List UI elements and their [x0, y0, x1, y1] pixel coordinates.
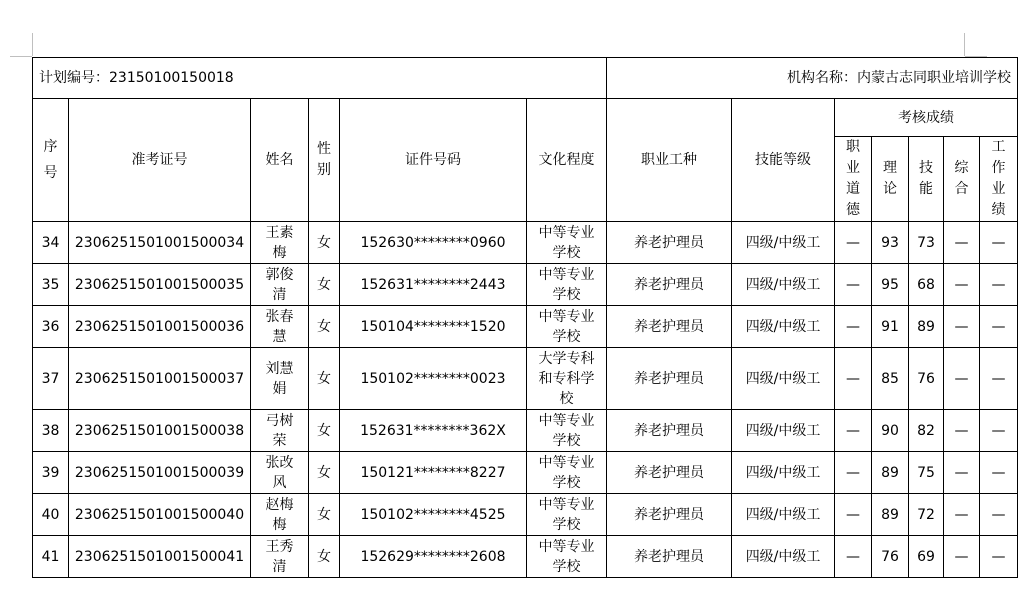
plan-number: 计划编号：23150100150018 — [33, 58, 607, 99]
cell-seq: 38 — [33, 410, 69, 452]
cell-gender: 女 — [309, 452, 340, 494]
cell-occupation: 养老护理员 — [607, 222, 732, 264]
cell-seq: 35 — [33, 264, 69, 306]
cell-work-performance: — — [980, 264, 1018, 306]
cell-comprehensive: — — [944, 348, 980, 410]
cell-skill: 73 — [909, 222, 944, 264]
cell-ethics: — — [835, 222, 872, 264]
cell-gender: 女 — [309, 536, 340, 578]
cell-education — [527, 452, 607, 494]
cell-name-text: 张春慧 — [265, 308, 294, 345]
cell-ticket: 2306251501001500035 — [69, 264, 251, 306]
cell-name — [251, 222, 309, 264]
cell-seq: 36 — [33, 306, 69, 348]
table-row — [33, 452, 1018, 494]
col-header-theory: 理论 — [872, 137, 909, 222]
cell-gender: 女 — [309, 410, 340, 452]
cell-theory: 95 — [872, 264, 909, 306]
col-header-id-number: 证件号码 — [340, 99, 527, 222]
table-row — [33, 264, 1018, 306]
cell-name — [251, 494, 309, 536]
col-header-gender: 性别 — [309, 99, 340, 222]
cell-seq: 40 — [33, 494, 69, 536]
cell-comprehensive: — — [944, 264, 980, 306]
cell-skill-level: 四级/中级工 — [732, 494, 835, 536]
cell-skill-level: 四级/中级工 — [732, 536, 835, 578]
cell-seq: 39 — [33, 452, 69, 494]
cell-name — [251, 306, 309, 348]
column-header-row — [33, 99, 1018, 137]
cell-theory: 76 — [872, 536, 909, 578]
cell-name-text: 王素梅 — [265, 224, 294, 261]
cell-skill: 72 — [909, 494, 944, 536]
cell-comprehensive: — — [944, 536, 980, 578]
cell-comprehensive: — — [944, 222, 980, 264]
cell-education — [527, 222, 607, 264]
col-header-skill: 技能 — [909, 137, 944, 222]
cell-name-text: 弓树荣 — [265, 412, 294, 449]
cell-seq: 37 — [33, 348, 69, 410]
cell-skill-level: 四级/中级工 — [732, 410, 835, 452]
cell-seq: 41 — [33, 536, 69, 578]
institution-name: 机构名称：内蒙古志同职业培训学校 — [607, 58, 1018, 99]
cell-education-text: 中等专业学校 — [538, 266, 595, 303]
cell-education — [527, 536, 607, 578]
cell-id-number: 150121********8227 — [340, 452, 527, 494]
cell-education — [527, 410, 607, 452]
cell-name-text: 刘慧娟 — [265, 360, 294, 397]
cell-gender: 女 — [309, 348, 340, 410]
cell-ethics: — — [835, 410, 872, 452]
table-body — [33, 222, 1018, 578]
cell-ticket: 2306251501001500039 — [69, 452, 251, 494]
cell-theory: 90 — [872, 410, 909, 452]
cell-ethics: — — [835, 452, 872, 494]
col-header-comprehensive: 综合 — [944, 137, 980, 222]
cell-comprehensive: — — [944, 494, 980, 536]
cell-work-performance: — — [980, 222, 1018, 264]
cell-name — [251, 536, 309, 578]
cell-education — [527, 348, 607, 410]
cell-theory: 89 — [872, 452, 909, 494]
cell-skill-level: 四级/中级工 — [732, 264, 835, 306]
cell-skill-level: 四级/中级工 — [732, 222, 835, 264]
cell-work-performance: — — [980, 452, 1018, 494]
cell-name — [251, 348, 309, 410]
cell-education-text: 中等专业学校 — [538, 496, 595, 533]
cell-education-text: 中等专业学校 — [538, 454, 595, 491]
cell-work-performance: — — [980, 536, 1018, 578]
cell-id-number: 152631********2443 — [340, 264, 527, 306]
cell-ethics: — — [835, 306, 872, 348]
col-header-education: 文化程度 — [527, 99, 607, 222]
cell-ticket: 2306251501001500037 — [69, 348, 251, 410]
table-row — [33, 348, 1018, 410]
cell-id-number: 152629********2608 — [340, 536, 527, 578]
cell-name — [251, 264, 309, 306]
cell-work-performance: — — [980, 410, 1018, 452]
cell-ethics: — — [835, 536, 872, 578]
col-header-skill-level: 技能等级 — [732, 99, 835, 222]
cell-occupation: 养老护理员 — [607, 452, 732, 494]
col-header-seq: 序号 — [33, 99, 69, 222]
cell-gender: 女 — [309, 306, 340, 348]
cell-skill: 82 — [909, 410, 944, 452]
table-row — [33, 536, 1018, 578]
cell-education-text: 中等专业学校 — [538, 412, 595, 449]
cell-ethics: — — [835, 264, 872, 306]
cell-skill: 89 — [909, 306, 944, 348]
cell-id-number: 150104********1520 — [340, 306, 527, 348]
cell-ticket: 2306251501001500041 — [69, 536, 251, 578]
crop-mark-top-left-vertical — [32, 33, 33, 56]
cell-theory: 93 — [872, 222, 909, 264]
cell-ticket: 2306251501001500040 — [69, 494, 251, 536]
crop-mark-top-right-vertical — [964, 33, 965, 56]
cell-theory: 91 — [872, 306, 909, 348]
cell-work-performance: — — [980, 494, 1018, 536]
cell-education-text: 中等专业学校 — [538, 538, 595, 575]
table-row — [33, 222, 1018, 264]
cell-id-number: 152631********362X — [340, 410, 527, 452]
cell-education — [527, 306, 607, 348]
cell-occupation: 养老护理员 — [607, 264, 732, 306]
cell-ethics: — — [835, 348, 872, 410]
cell-occupation: 养老护理员 — [607, 536, 732, 578]
cell-work-performance: — — [980, 348, 1018, 410]
cell-gender: 女 — [309, 264, 340, 306]
cell-ticket: 2306251501001500036 — [69, 306, 251, 348]
cell-skill: 68 — [909, 264, 944, 306]
cell-education — [527, 264, 607, 306]
col-header-ethics: 职业道德 — [835, 137, 872, 222]
cell-skill-level: 四级/中级工 — [732, 306, 835, 348]
table-row — [33, 410, 1018, 452]
col-header-ticket: 准考证号 — [69, 99, 251, 222]
cell-skill-level: 四级/中级工 — [732, 348, 835, 410]
cell-theory: 89 — [872, 494, 909, 536]
cell-ticket: 2306251501001500038 — [69, 410, 251, 452]
cell-ethics: — — [835, 494, 872, 536]
cell-occupation: 养老护理员 — [607, 410, 732, 452]
col-header-occupation: 职业工种 — [607, 99, 732, 222]
cell-gender: 女 — [309, 222, 340, 264]
col-header-scores-group: 考核成绩 — [835, 99, 1018, 137]
cell-occupation: 养老护理员 — [607, 348, 732, 410]
cell-id-number: 152630********0960 — [340, 222, 527, 264]
cell-ticket: 2306251501001500034 — [69, 222, 251, 264]
cell-name — [251, 410, 309, 452]
cell-id-number: 150102********0023 — [340, 348, 527, 410]
cell-occupation: 养老护理员 — [607, 306, 732, 348]
cell-name-text: 赵梅梅 — [265, 496, 294, 533]
cell-gender: 女 — [309, 494, 340, 536]
cell-seq: 34 — [33, 222, 69, 264]
crop-mark-top-left-horizontal — [10, 56, 32, 57]
cell-education-text: 中等专业学校 — [538, 224, 595, 261]
cell-comprehensive: — — [944, 452, 980, 494]
cell-skill-level: 四级/中级工 — [732, 452, 835, 494]
exam-results-table — [32, 57, 1018, 578]
table-row — [33, 494, 1018, 536]
cell-theory: 85 — [872, 348, 909, 410]
header-info-row — [33, 58, 1018, 99]
cell-name-text: 张改风 — [265, 454, 294, 491]
cell-occupation: 养老护理员 — [607, 494, 732, 536]
cell-name-text: 郭俊清 — [265, 266, 294, 303]
cell-education-text: 大学专科和专科学校 — [538, 350, 595, 407]
col-header-name: 姓名 — [251, 99, 309, 222]
cell-name — [251, 452, 309, 494]
cell-education-text: 中等专业学校 — [538, 308, 595, 345]
cell-id-number: 150102********4525 — [340, 494, 527, 536]
cell-work-performance: — — [980, 306, 1018, 348]
cell-skill: 69 — [909, 536, 944, 578]
cell-skill: 75 — [909, 452, 944, 494]
cell-comprehensive: — — [944, 410, 980, 452]
cell-comprehensive: — — [944, 306, 980, 348]
table-row — [33, 306, 1018, 348]
cell-education — [527, 494, 607, 536]
cell-skill: 76 — [909, 348, 944, 410]
col-header-work-performance: 工作业绩 — [980, 137, 1018, 222]
cell-name-text: 王秀清 — [265, 538, 294, 575]
